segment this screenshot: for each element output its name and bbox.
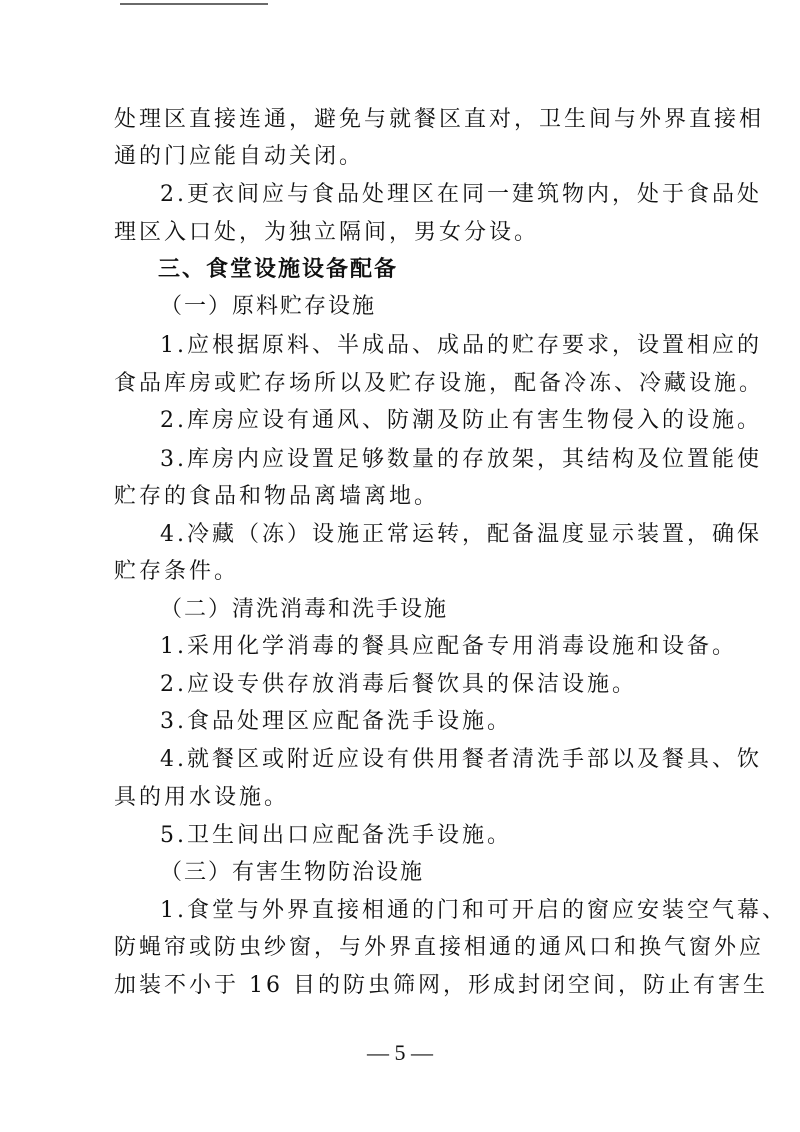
section-heading: 三、食堂设施设备配备 [158,257,399,282]
body-line: 食品库房或贮存场所以及贮存设施，配备冷冻、冷藏设施。 [114,371,765,396]
body-line: 处理区直接连通，避免与就餐区直对，卫生间与外界直接相 [114,107,765,132]
body-line: 4.就餐区或附近应设有供用餐者清洗手部以及餐具、饮 [160,747,762,772]
body-line: 5.卫生间出口应配备洗手设施。 [160,823,512,848]
body-line: 4.冷藏（冻）设施正常运转，配备温度显示装置，确保 [160,522,762,547]
body-line: 防蝇帘或防虫纱窗，与外界直接相通的通风口和换气窗外应 [114,935,765,960]
body-line: 贮存条件。 [114,559,240,584]
body-line: 理区入口处，为独立隔间，男女分设。 [114,220,540,245]
body-line: 具的用水设施。 [114,785,290,810]
body-line: 贮存的食品和物品离墙离地。 [114,484,440,509]
body-line: 加装不小于 16 目的防虫筛网，形成封闭空间，防止有害生 [114,973,768,998]
body-line: 1.应根据原料、半成品、成品的贮存要求，设置相应的 [160,333,762,358]
subsection-heading: （一）原料贮存设施 [160,294,377,319]
body-line: 1.采用化学消毒的餐具应配备专用消毒设施和设备。 [160,634,737,659]
body-line: 2.应设专供存放消毒后餐饮具的保洁设施。 [160,672,637,697]
body-line: 3.库房内应设置足够数量的存放架，其结构及位置能使 [160,447,762,472]
page-number: — 5 — [367,1040,433,1065]
subsection-heading: （三）有害生物防治设施 [160,860,425,885]
subsection-heading: （二）清洗消毒和洗手设施 [160,597,449,622]
body-line: 2.更衣间应与食品处理区在同一建筑物内，处于食品处 [160,182,762,207]
body-line: 1.食堂与外界直接相通的门和可开启的窗应安装空气幕、 [160,898,787,923]
body-line: 2.库房应设有通风、防潮及防止有害生物侵入的设施。 [160,408,762,433]
body-line: 通的门应能自动关闭。 [114,144,365,169]
body-line: 3.食品处理区应配备洗手设施。 [160,709,512,734]
